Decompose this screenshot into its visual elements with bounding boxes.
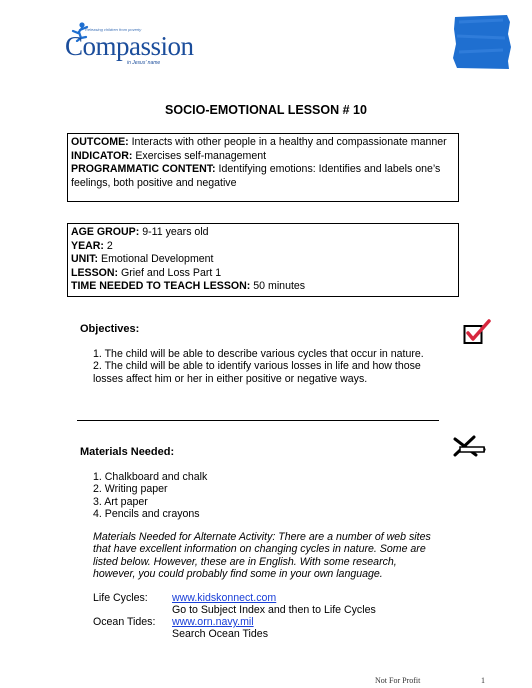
year-row [71,240,455,254]
lesson-title: SOCIO-EMOTIONAL LESSON # 10 [165,103,367,117]
material-item: 3. Art paper [93,495,148,508]
objective-item: 2. The child will be able to identify various losses in life and how those [93,360,421,373]
objectives-list [93,348,453,385]
outcome-box [67,133,459,202]
year-label: YEAR: [71,239,104,252]
materials-list [93,471,393,521]
time-label: TIME NEEDED TO TEACH LESSON: [71,280,251,293]
alternate-activity-note [93,531,463,581]
logo-wordmark: Compassion [65,31,194,61]
lesson-info-box [67,223,459,297]
content-value: Identifying emotions: Identifies and labels one’s [215,163,441,176]
indicator-row [71,150,455,164]
logo-tagline: Releasing children from poverty [85,27,142,32]
materials-heading: Materials Needed: [80,446,175,458]
resource-note-ocean-tides: Search Ocean Tides [172,628,268,640]
resource-label-ocean-tides: Ocean Tides: [93,616,156,628]
material-item: 4. Pencils and crayons [93,508,200,521]
section-divider [77,420,439,421]
age-row [71,226,455,240]
page-number: 1 [481,676,485,685]
unit-label: UNIT: [71,253,99,266]
alternate-line: listed below. However, these are in English. With some research, [93,555,397,568]
content-row-continued: feelings, both positive and negative [71,176,237,189]
unit-value: Emotional Development [98,253,214,266]
alternate-line: however, you could probably find some in your own language. [93,568,383,581]
content-row [71,163,455,177]
indicator-label: INDICATOR: [71,149,133,162]
lesson-value: Grief and Loss Part 1 [118,266,222,279]
orn-navy-link[interactable]: www.orn.navy.mil [172,616,254,628]
kidskonnect-link[interactable]: www.kidskonnect.com [172,592,277,604]
footer-not-for-profit: Not For Profit [375,676,421,685]
pencil-crayon-icon [452,433,486,459]
time-row [71,280,455,294]
checkbox-check-icon [463,319,491,345]
age-value: 9-11 years old [139,226,209,238]
objective-item: 1. The child will be able to describe various cycles that occur in nature. [93,348,424,360]
objective-item-continued: losses affect him or her in either positive or negative ways. [93,372,368,385]
unit-row [71,253,455,267]
resource-label-life-cycles: Life Cycles: [93,592,148,604]
material-item: 2. Writing paper [93,483,168,496]
alternate-line: Materials Needed for Alternate Activity: There are a number of web sites [93,531,431,543]
indicator-value: Exercises self-management [132,149,267,162]
lesson-label: LESSON: [71,266,119,279]
outcome-label: OUTCOME: [71,136,129,148]
content-label: PROGRAMMATIC CONTENT: [71,163,216,176]
resource-note-life-cycles: Go to Subject Index and then to Life Cycles [172,604,376,616]
objectives-heading: Objectives: [80,323,140,335]
lesson-row [71,267,455,281]
time-value: 50 minutes [250,280,306,293]
outcome-row [71,136,455,150]
compassion-logo [55,22,194,68]
material-item: 1. Chalkboard and chalk [93,471,208,483]
outcome-value: Interacts with other people in a healthy and compassionate manner [128,136,447,148]
logo-subline: in Jesus' name [127,60,161,66]
year-value: 2 [103,239,113,252]
resource-link-ocean-tides[interactable] [172,616,254,628]
age-label: AGE GROUP: [71,226,140,238]
alternate-line: that have excellent information on changing cycles in nature. Some are [93,543,426,556]
resource-link-life-cycles[interactable] [172,592,276,604]
blue-brush-block [453,14,511,70]
